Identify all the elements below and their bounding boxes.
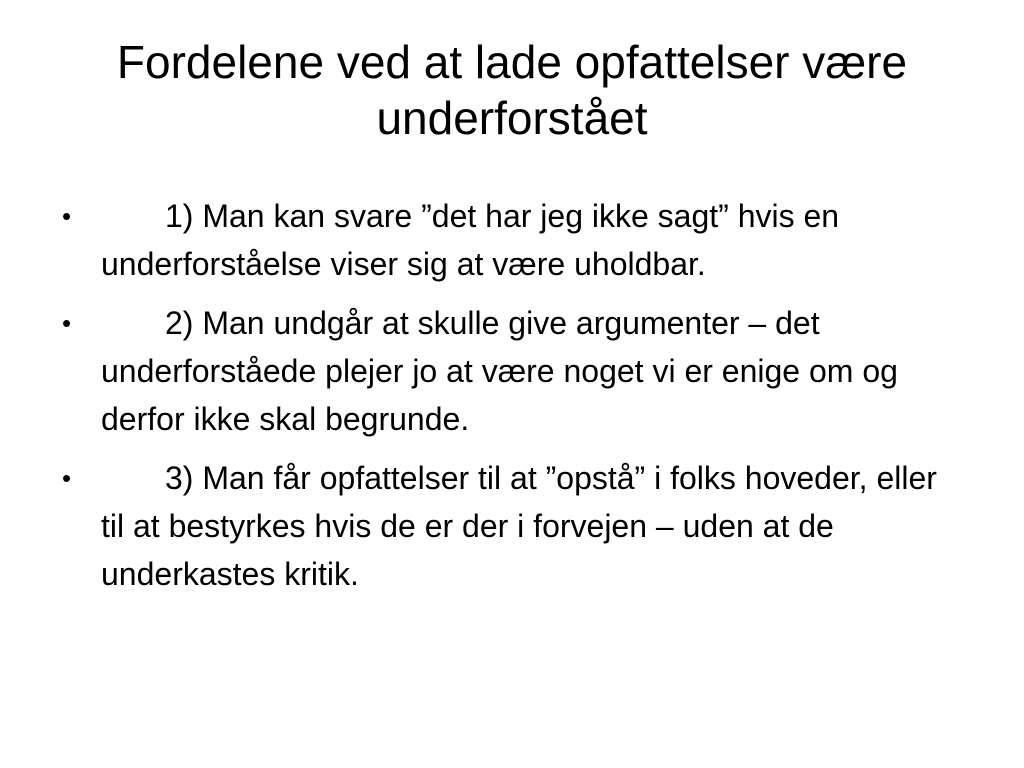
- bullet-item: [0, 454, 1024, 598]
- bullet-item: [0, 299, 1024, 443]
- bullet-item: [0, 192, 1024, 288]
- bullet-icon: •: [62, 201, 72, 231]
- bullet-text: 1) Man kan svare ”det har jeg ikke sagt” hvis en underforståelse viser sig at være uholdbar.: [101, 198, 840, 282]
- bullet-list: [0, 192, 1024, 609]
- bullet-text: 3) Man får opfattelser til at ”opstå” i folks hoveder, eller til at bestyrkes hvis de er der i forvejen – uden at de underkastes kritik.: [101, 460, 937, 592]
- slide-title: Fordelene ved at lade opfattelser være underforstået: [116, 36, 908, 144]
- bullet-icon: •: [62, 463, 72, 493]
- bullet-text: 2) Man undgår at skulle give argumenter – det underforståede plejer jo at være noget vi er enige om og derfor ikke skal begrunde.: [101, 305, 898, 437]
- bullet-icon: •: [62, 308, 72, 338]
